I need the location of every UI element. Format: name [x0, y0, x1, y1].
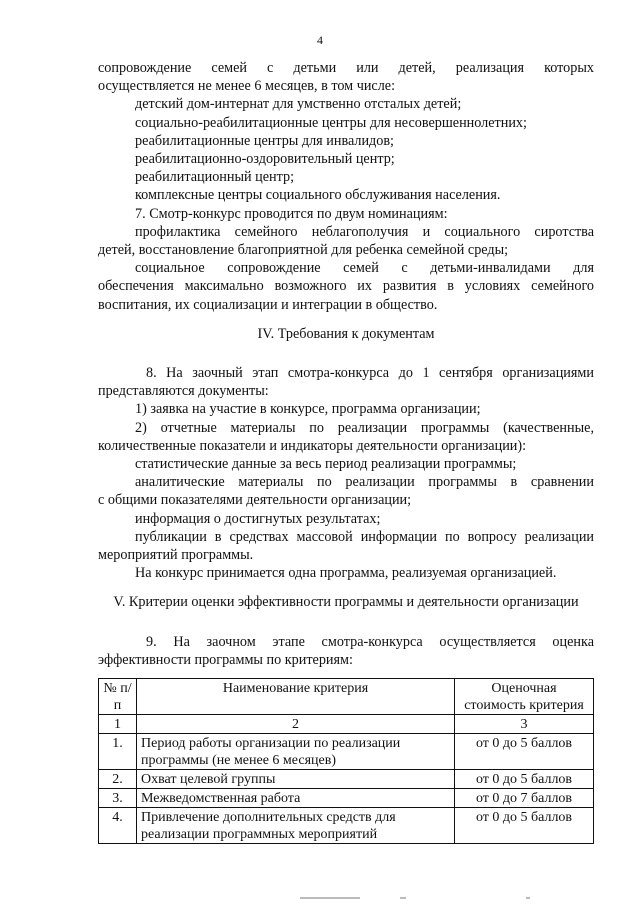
row-criterion: Охват целевой группы: [137, 770, 455, 789]
list-item: реабилитационные центры для инвалидов;: [135, 132, 394, 149]
table-cell: 2: [137, 715, 455, 734]
paragraph-8: 8. На заочный этап смотра-конкурса до 1 сентября организациями: [146, 365, 594, 382]
row-number: 2.: [99, 770, 137, 789]
table-header-row: [99, 679, 594, 715]
list-item: статистические данные за весь период реализации программы;: [135, 456, 517, 473]
list-item: публикации в средствах массовой информации по вопросу реализации: [135, 528, 594, 545]
row-score: от 0 до 5 баллов: [455, 734, 594, 770]
section-5-title: V. Критерии оценки эффективности программы и деятельности организации: [113, 594, 579, 611]
nomination-1: профилактика семейного неблагополучия и социального сиротства: [135, 223, 594, 240]
row-number: 3.: [99, 789, 137, 808]
list-item: реабилитационно-оздоровительный центр;: [135, 151, 395, 168]
list-item: аналитические материалы по реализации программы в сравнении: [135, 474, 594, 491]
list-item: 1) заявка на участие в конкурсе, программа организации;: [135, 401, 481, 418]
list-item: социально-реабилитационные центры для несовершеннолетних;: [135, 114, 527, 131]
criteria-table: [98, 678, 594, 844]
row-score: от 0 до 5 баллов: [455, 808, 594, 844]
row-number: 4.: [99, 808, 137, 844]
table-row: [99, 770, 594, 789]
row-criterion: Межведомственная работа: [137, 789, 455, 808]
nomination-2: социальное сопровождение семей с детьми-инвалидами для: [135, 260, 594, 277]
row-criterion: Период работы организации по реализации программы (не менее 6 месяцев): [137, 734, 455, 770]
text-line: обеспечения максимально возможного их развития в условиях семейного: [98, 278, 594, 295]
table-row: [99, 789, 594, 808]
text-line: детей, восстановление благоприятной для ребенка семейной среды;: [98, 242, 509, 259]
table-row: [99, 734, 594, 770]
header-number: № п/п: [99, 679, 137, 715]
row-score: от 0 до 5 баллов: [455, 770, 594, 789]
list-item: детский дом-интернат для умственно отсталых детей;: [135, 96, 462, 113]
text-line: эффективности программы по критериям:: [98, 651, 353, 668]
list-item: комплексные центры социального обслуживания населения.: [135, 187, 501, 204]
page-number: 4: [317, 33, 323, 47]
header-criterion: Наименование критерия: [137, 679, 455, 715]
header-score: Оценочная стоимость критерия: [455, 679, 594, 715]
paragraph-7: 7. Смотр-конкурс проводится по двум номинациям:: [135, 205, 448, 222]
list-item: 2) отчетные материалы по реализации программы (качественные,: [135, 419, 594, 436]
text-line: мероприятий программы.: [98, 547, 254, 564]
section-4-title: IV. Требования к документам: [257, 325, 435, 342]
text-line: представляются документы:: [98, 383, 269, 400]
table-row: [99, 808, 594, 844]
text-line: сопровождение семей с детьми или детей, реализация которых: [98, 60, 594, 76]
text-line: с общими показателями деятельности организации;: [98, 492, 412, 509]
row-criterion: Привлечение дополнительных средств для реализации программных мероприятий: [137, 808, 455, 844]
table-cell: 1: [99, 715, 137, 734]
table-numbering-row: [99, 715, 594, 734]
text-line: количественные показатели и индикаторы деятельности организации):: [98, 437, 527, 454]
text-line: воспитания, их социализации и интеграции в общество.: [98, 296, 438, 313]
row-number: 1.: [99, 734, 137, 770]
text-line: На конкурс принимается одна программа, реализуемая организацией.: [135, 565, 557, 582]
row-score: от 0 до 7 баллов: [455, 789, 594, 808]
table-cell: 3: [455, 715, 594, 734]
document-body: [98, 59, 594, 844]
text-line: осуществляется не менее 6 месяцев, в том числе:: [98, 78, 396, 95]
list-item: реабилитационный центр;: [135, 169, 295, 186]
paragraph-9: 9. На заочном этапе смотра-конкурса осуществляется оценка: [146, 633, 594, 650]
list-item: информация о достигнутых результатах;: [135, 510, 381, 527]
scan-artifacts: [300, 897, 560, 900]
